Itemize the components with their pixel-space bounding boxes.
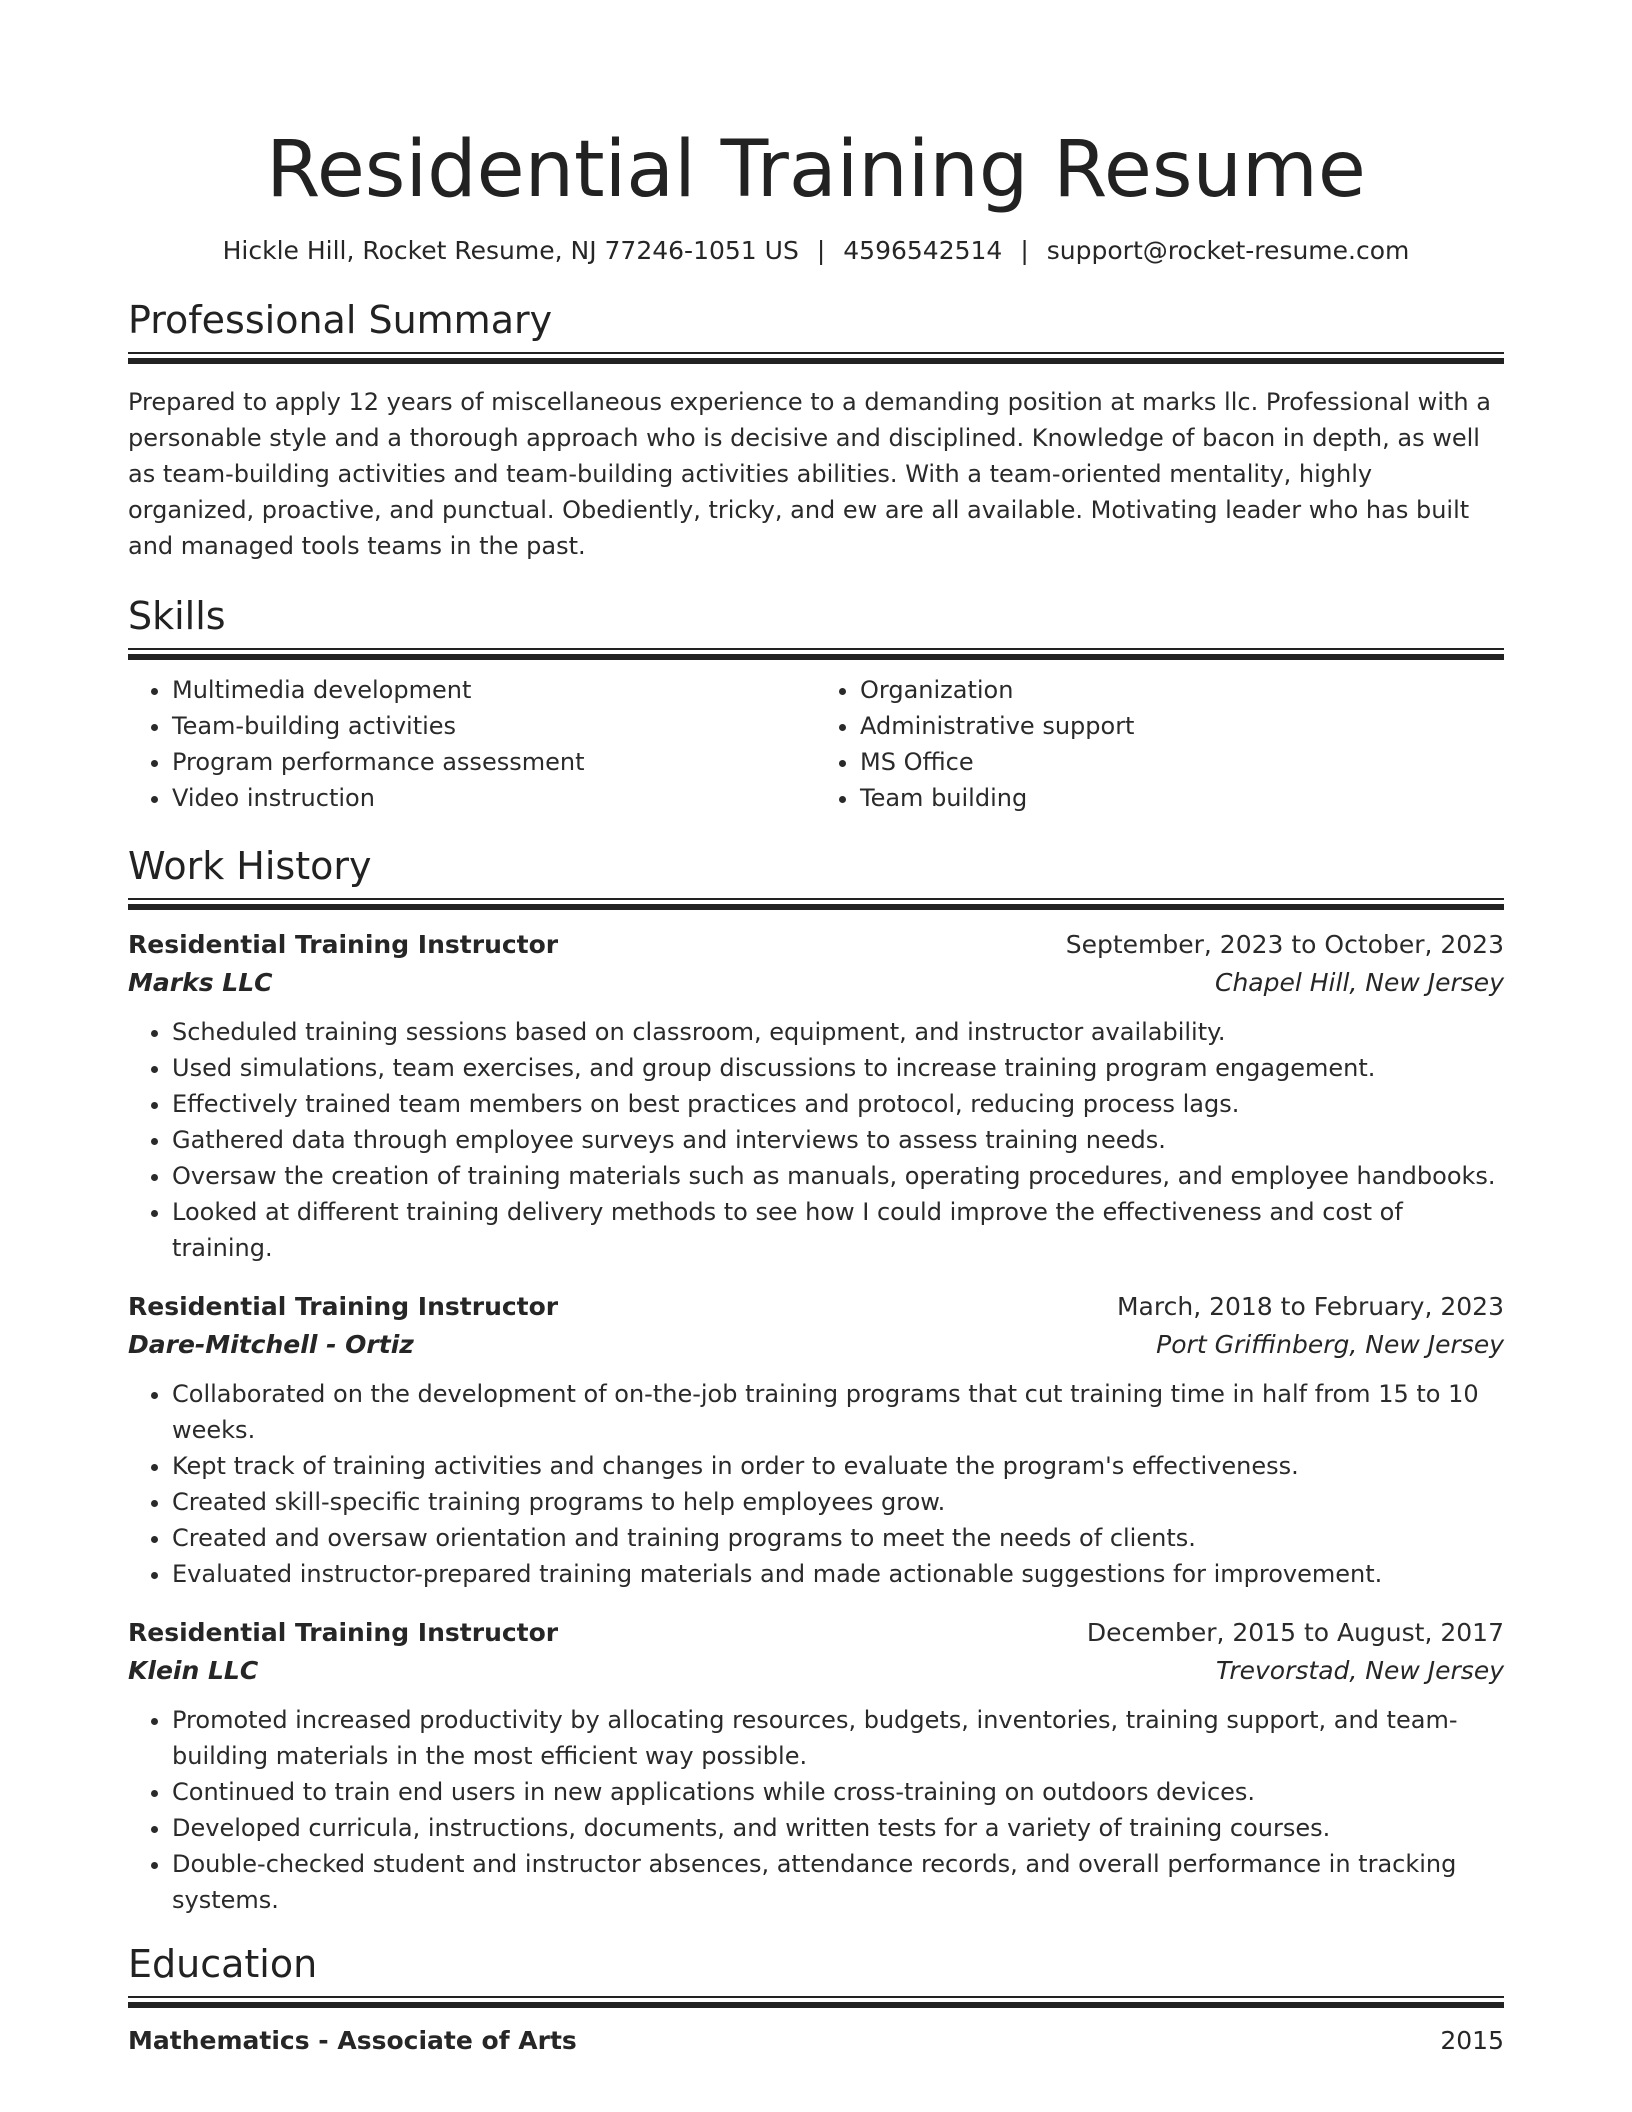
skill-item: • Video instruction — [172, 780, 816, 816]
contact-phone: 4596542514 — [843, 236, 1003, 265]
job-bullet: • Continued to train end users in new applications while cross-training on outdoors devices. — [172, 1774, 1504, 1810]
job-company: Dare-Mitchell - Ortiz — [128, 1330, 414, 1359]
skill-item: • Organization — [860, 672, 1504, 708]
job-bullet: • Evaluated instructor-prepared training materials and made actionable suggestions for improvement. — [172, 1556, 1504, 1592]
job-subheader — [128, 1326, 1504, 1364]
contact-separator: | — [1020, 236, 1029, 265]
resume-title: Residential Training Resume — [266, 125, 1366, 215]
work-section — [128, 842, 1504, 1918]
skill-item: • Administrative support — [860, 708, 1504, 744]
summary-text: Prepared to apply 12 years of miscellaneous experience to a demanding position at marks llc. Professional with a personable style and a thorough approach who is decisive and disciplined. Knowledge of bacon in depth, as well as team-building activities and team-building activities abilities. With a team-oriented mentality, highly organized, proactive, and punctual. Obediently, tricky, and ew are all available. Motivating leader who has built and managed tools teams in the past. — [128, 388, 1491, 560]
section-divider — [128, 648, 1504, 660]
job-company: Klein LLC — [128, 1656, 259, 1685]
job-location: Chapel Hill, New Jersey — [1214, 968, 1504, 997]
job-location: Trevorstad, New Jersey — [1216, 1656, 1504, 1685]
job-bullet: • Looked at different training delivery methods to see how I could improve the effectiveness and cost of training. — [172, 1194, 1504, 1266]
section-title-summary: Professional Summary — [128, 298, 553, 342]
job-bullet: • Collaborated on the development of on-the-job training programs that cut training time in half from 15 to 10 weeks. — [172, 1376, 1504, 1448]
section-title-skills: Skills — [128, 594, 226, 638]
job-dates: March, 2018 to February, 2023 — [1116, 1292, 1504, 1321]
contact-line — [128, 234, 1504, 268]
job-subheader — [128, 1652, 1504, 1690]
summary-section — [128, 296, 1504, 564]
job-location: Port Griffinberg, New Jersey — [1156, 1330, 1504, 1359]
job-entry — [128, 1288, 1504, 1592]
education-degree: Mathematics - Associate of Arts — [128, 2026, 577, 2055]
job-title: Residential Training Instructor — [128, 1292, 559, 1321]
job-subheader — [128, 964, 1504, 1002]
job-bullet: • Created and oversaw orientation and training programs to meet the needs of clients. — [172, 1520, 1504, 1556]
skills-column-left — [128, 672, 816, 816]
job-bullet: • Kept track of training activities and changes in order to evaluate the program's effectiveness. — [172, 1448, 1504, 1484]
section-title-education: Education — [128, 1942, 318, 1986]
education-section — [128, 1940, 1504, 2060]
skills-column-right — [816, 672, 1504, 816]
job-bullets — [128, 1702, 1504, 1918]
job-bullets — [128, 1376, 1504, 1592]
section-divider — [128, 352, 1504, 364]
job-bullet: • Scheduled training sessions based on classroom, equipment, and instructor availability. — [172, 1014, 1504, 1050]
job-title: Residential Training Instructor — [128, 1618, 559, 1647]
job-bullet: • Used simulations, team exercises, and group discussions to increase training program engagement. — [172, 1050, 1504, 1086]
skill-item: • Team-building activities — [172, 708, 816, 744]
job-bullets — [128, 1014, 1504, 1266]
skill-item: • Program performance assessment — [172, 744, 816, 780]
job-bullet: • Promoted increased productivity by allocating resources, budgets, inventories, training support, and team-building materials in the most efficient way possible. — [172, 1702, 1504, 1774]
job-company: Marks LLC — [128, 968, 273, 997]
job-bullet: • Developed curricula, instructions, documents, and written tests for a variety of training courses. — [172, 1810, 1504, 1846]
skill-item: • MS Office — [860, 744, 1504, 780]
section-title-work: Work History — [128, 844, 372, 888]
skill-item: • Multimedia development — [172, 672, 816, 708]
job-bullet: • Gathered data through employee surveys and interviews to assess training needs. — [172, 1122, 1504, 1158]
skills-section — [128, 592, 1504, 816]
job-bullet: • Oversaw the creation of training materials such as manuals, operating procedures, and employee handbooks. — [172, 1158, 1504, 1194]
contact-address: Hickle Hill, Rocket Resume, NJ 77246-1051 US — [222, 236, 799, 265]
job-bullet: • Created skill-specific training programs to help employees grow. — [172, 1484, 1504, 1520]
resume-page — [128, 0, 1504, 2060]
job-entry — [128, 926, 1504, 1266]
skills-list — [128, 672, 1504, 816]
education-year: 2015 — [1440, 2026, 1504, 2055]
job-bullet: • Effectively trained team members on best practices and protocol, reducing process lags. — [172, 1086, 1504, 1122]
education-entry — [128, 2022, 1504, 2060]
skill-item: • Team building — [860, 780, 1504, 816]
job-dates: December, 2015 to August, 2017 — [1086, 1618, 1504, 1647]
section-divider — [128, 1996, 1504, 2008]
job-header — [128, 926, 1504, 964]
job-title: Residential Training Instructor — [128, 930, 559, 959]
contact-email: support@rocket-resume.com — [1046, 236, 1410, 265]
job-entry — [128, 1614, 1504, 1918]
job-dates: September, 2023 to October, 2023 — [1065, 930, 1504, 959]
job-header — [128, 1288, 1504, 1326]
contact-separator: | — [816, 236, 826, 265]
section-divider — [128, 898, 1504, 910]
job-header — [128, 1614, 1504, 1652]
job-bullet: • Double-checked student and instructor absences, attendance records, and overall performance in tracking systems. — [172, 1846, 1504, 1918]
